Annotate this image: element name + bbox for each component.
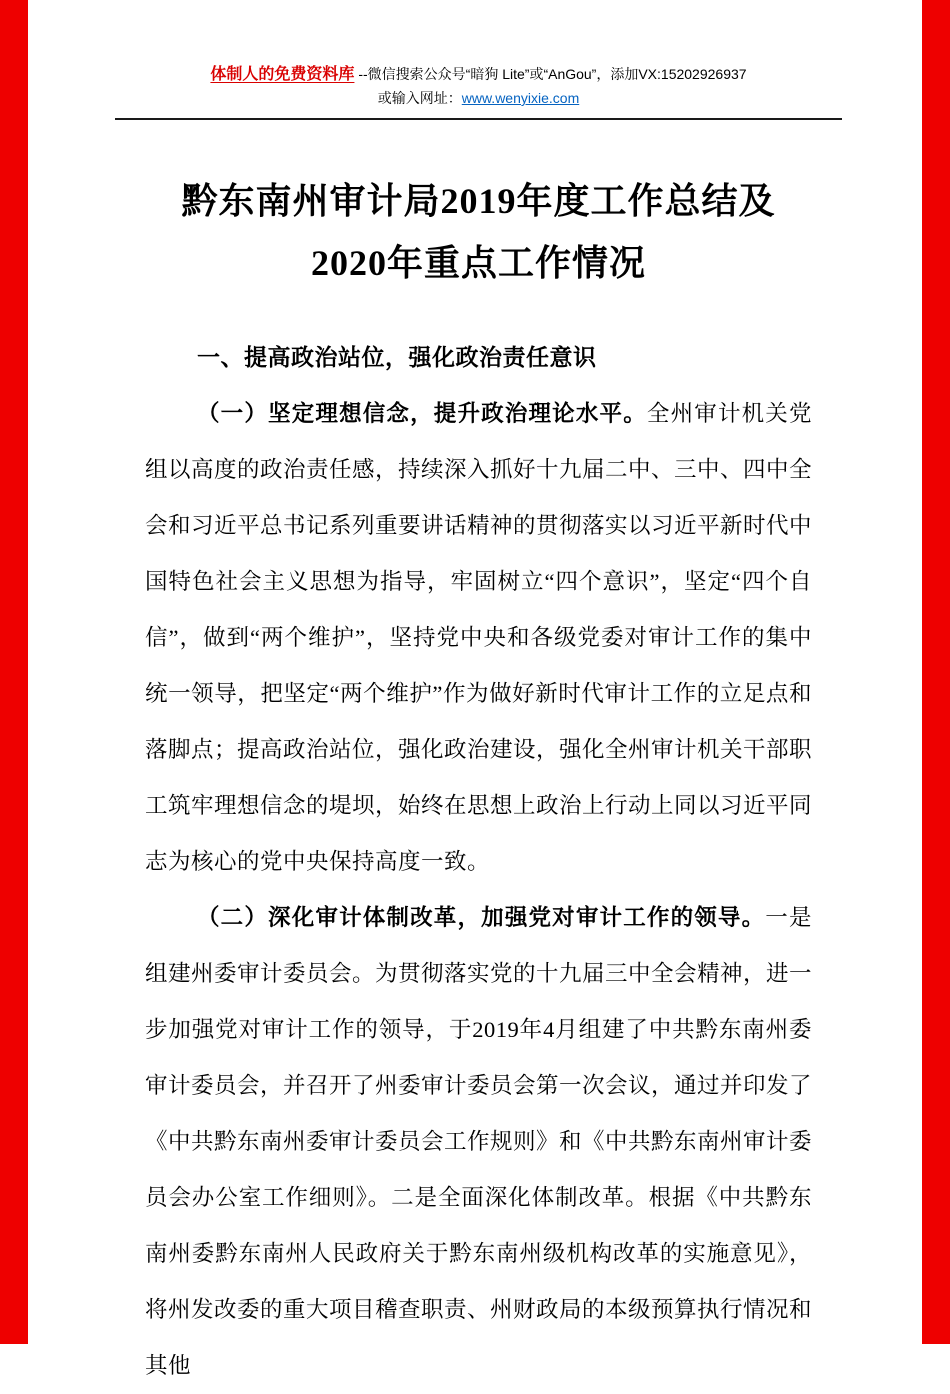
promo-text: --微信搜索公众号“暗狗 Lite”或“AnGou”，添加VX:15202926937 xyxy=(358,66,747,82)
paragraph-1 xyxy=(145,386,812,890)
section-heading: 一、提高政治站位，强化政治责任意识 xyxy=(197,345,597,370)
promo-header-line1 xyxy=(145,64,812,85)
website-link[interactable]: www.wenyixie.com xyxy=(461,90,580,106)
promo-header-line2 xyxy=(145,88,812,108)
paragraph-2-lead: （二）深化审计体制改革，加强党对审计工作的领导。 xyxy=(197,905,766,930)
promo-header xyxy=(145,64,812,120)
document-title: 黔东南州审计局2019年度工作总结及2020年重点工作情况 xyxy=(181,181,776,283)
brand-name: 体制人的免费资料库 xyxy=(210,66,355,83)
paragraph-2 xyxy=(145,890,812,1394)
header-divider xyxy=(115,118,842,120)
right-red-border xyxy=(922,0,950,1344)
url-label: 或输入网址： xyxy=(377,90,462,106)
left-red-border xyxy=(0,0,28,1344)
paragraph-2-body: 一是组建州委审计委员会。为贯彻落实党的十九届三中全会精神，进一步加强党对审计工作的领导，于2019年4月组建了中共黔东南州委审计委员会，并召开了州委审计委员会第一次会议，通过并印发了《中共黔东南州委审计委员会工作规则》和《中共黔东南州审计委员会办公室工作细则》。二是全面深化体制改革。根据《中共黔东南州委黔东南州人民政府关于黔东南州级机构改革的实施意见》，将州发改委的重大项目稽查职责、州财政局的本级预算执行情况和其他 xyxy=(145,905,813,1378)
paragraph-1-lead: （一）坚定理想信念，提升政治理论水平。 xyxy=(197,401,647,426)
document-page xyxy=(145,0,812,1394)
paragraph-1-body: 全州审计机关党组以高度的政治责任感，持续深入抓好十九届二中、三中、四中全会和习近平总书记系列重要讲话精神的贯彻落实以习近平新时代中国特色社会主义思想为指导，牢固树立“四个意识”，坚定“四个自信”，做到“两个维护”，坚持党中央和各级党委对审计工作的集中统一领导，把坚定“两个维护”作为做好新时代审计工作的立足点和落脚点；提高政治站位，强化政治建设，强化全州审计机关干部职工筑牢理想信念的堤坝，始终在思想上政治上行动上同以习近平同志为核心的党中央保持高度一致。 xyxy=(145,401,813,874)
